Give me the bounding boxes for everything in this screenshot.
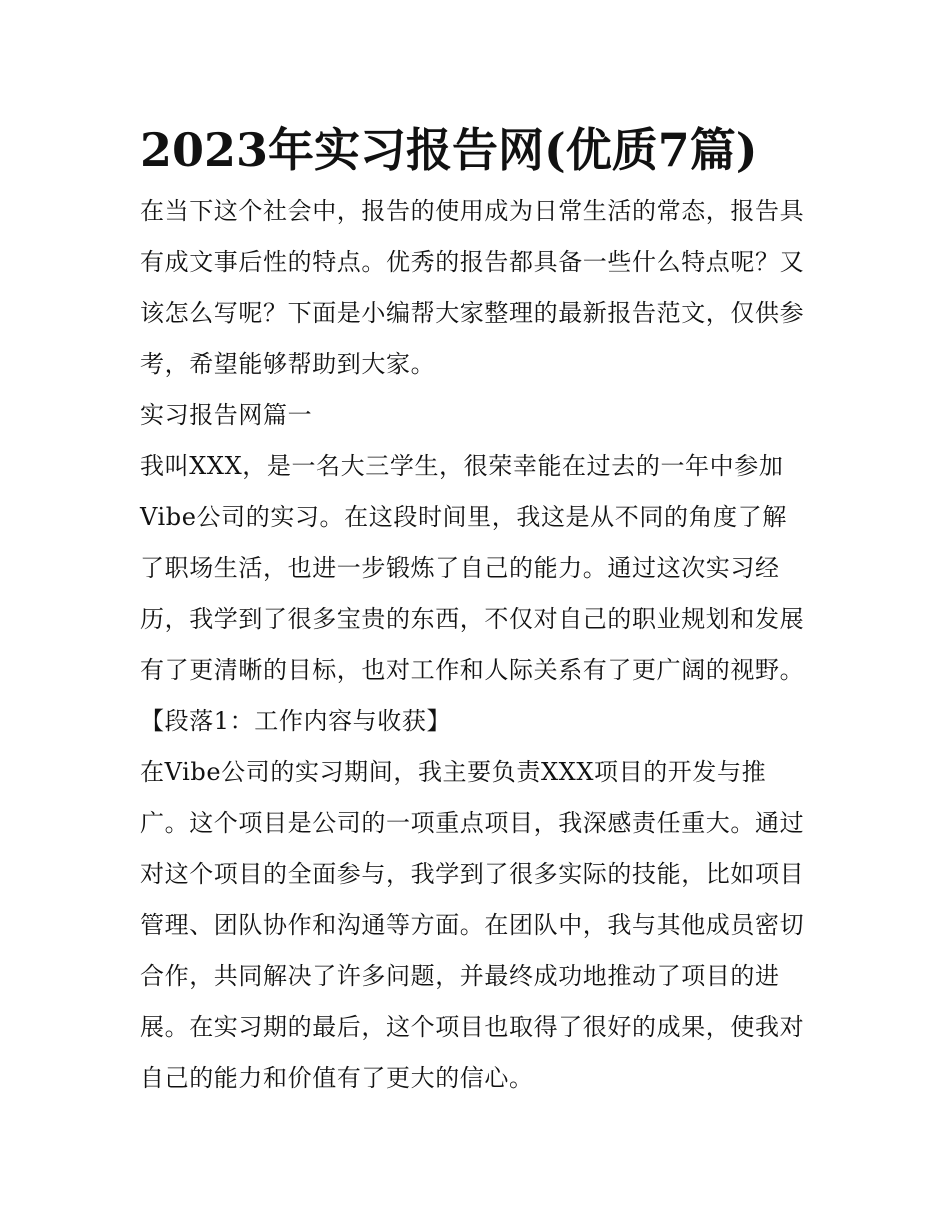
body-line-6: 在Vibe公司的实习期间，我主要负责XXX项目的开发与推 bbox=[140, 758, 767, 786]
document-title: 2023年实习报告网(优质7篇) bbox=[140, 123, 758, 177]
body-line-10: 合作，共同解决了许多问题，并最终成功地推动了项目的进 bbox=[140, 962, 780, 990]
intro-line-2: 有成文事后性的特点。优秀的报告都具备一些什么特点呢？又 bbox=[140, 248, 805, 276]
body-line-7: 广。这个项目是公司的一项重点项目，我深感责任重大。通过 bbox=[140, 809, 805, 837]
section-heading: 实习报告网篇一 bbox=[140, 401, 313, 429]
body-line-8: 对这个项目的全面参与，我学到了很多实际的技能，比如项目 bbox=[140, 860, 805, 888]
intro-line-4: 考，希望能够帮助到大家。 bbox=[140, 350, 436, 378]
body-line-2: Vibe公司的实习。在这段时间里，我这是从不同的角度了解 bbox=[140, 503, 787, 531]
body-line-3: 了职场生活，也进一步锻炼了自己的能力。通过这次实习经 bbox=[140, 554, 780, 582]
intro-line-1: 在当下这个社会中，报告的使用成为日常生活的常态，报告具 bbox=[140, 197, 805, 225]
body-line-9: 管理、团队协作和沟通等方面。在团队中，我与其他成员密切 bbox=[140, 911, 805, 939]
body-line-12: 自己的能力和价值有了更大的信心。 bbox=[140, 1064, 534, 1092]
body-line-1: 我叫XXX，是一名大三学生，很荣幸能在过去的一年中参加 bbox=[140, 452, 784, 480]
document-page bbox=[140, 118, 812, 1104]
body-line-11: 展。在实习期的最后，这个项目也取得了很好的成果，使我对 bbox=[140, 1013, 805, 1041]
intro-line-3: 该怎么写呢？下面是小编帮大家整理的最新报告范文，仅供参 bbox=[140, 299, 805, 327]
paragraph-heading: 【段落1：工作内容与收获】 bbox=[140, 707, 452, 735]
body-line-5: 有了更清晰的目标，也对工作和人际关系有了更广阔的视野。 bbox=[140, 656, 805, 684]
body-line-4: 历，我学到了很多宝贵的东西，不仅对自己的职业规划和发展 bbox=[140, 605, 805, 633]
